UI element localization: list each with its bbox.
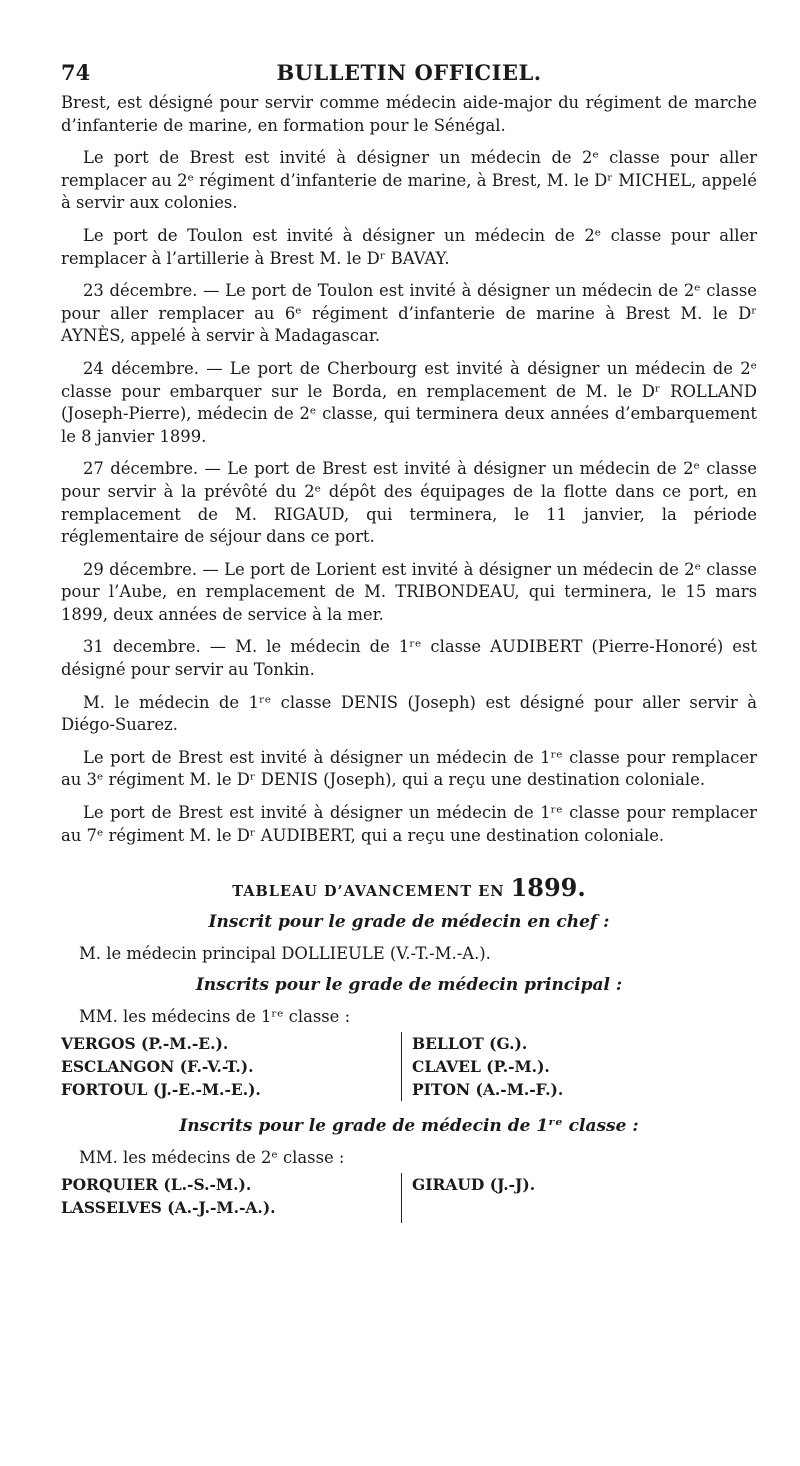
left-column bbox=[61, 1032, 391, 1101]
paragraph: Le port de Brest est invité à désigner un médecin de 1ʳᵉ classe pour remplacer au 7ᵉ régiment M. le Dʳ AUDIBERT, qui a reçu une destination coloniale. bbox=[61, 803, 757, 845]
right-column bbox=[401, 1032, 732, 1101]
section-intro: MM. les médecins de 2ᵉ classe : bbox=[79, 1148, 345, 1168]
section-heading: Inscrits pour le grade de médecin principal : bbox=[195, 975, 623, 996]
paragraph: 24 décembre. — Le port de Cherbourg est invité à désigner un médecin de 2ᵉ classe pour embarquer sur le Borda, en remplacement de M. le Dʳ ROLLAND (Joseph-Pierre), médecin de 2ᵉ classe, qui terminera deux années d’embarquement le 8 janvier 1899. bbox=[61, 358, 757, 446]
page-header bbox=[61, 58, 757, 92]
left-column bbox=[61, 1173, 391, 1219]
paragraph: Le port de Toulon est invité à désigner un médecin de 2ᵉ classe pour aller remplacer à l’artillerie à Brest M. le Dʳ BAVAY. bbox=[61, 225, 757, 268]
name-entry: ESCLANGON (F.-V.-T.). bbox=[61, 1057, 254, 1077]
page-number: 74 bbox=[61, 60, 91, 85]
paragraph: 23 décembre. — Le port de Toulon est invité à désigner un médecin de 2ᵉ classe pour aller remplacer au 6ᵉ régiment d’infanterie de marine à Brest M. le Dʳ AYNÈS, appelé à servir à Madagascar. bbox=[61, 281, 757, 346]
section-heading: Inscrits pour le grade de médecin de 1ʳᵉ classe : bbox=[179, 1116, 639, 1137]
right-column bbox=[401, 1173, 732, 1223]
name-columns bbox=[61, 1032, 757, 1104]
name-entry: BELLOT (G.). bbox=[412, 1034, 528, 1054]
paragraph: Le port de Brest est invité à désigner un médecin de 1ʳᵉ classe pour remplacer au 3ᵉ régiment M. le Dʳ DENIS (Joseph), qui a reçu une destination coloniale. bbox=[61, 747, 757, 790]
paragraph: 29 décembre. — Le port de Lorient est invité à désigner un médecin de 2ᵉ classe pour l’Aube, en remplacement de M. TRIBONDEAU, qui terminera, le 15 mars 1899, deux années de service à la mer. bbox=[61, 559, 757, 624]
name-entry: PORQUIER (L.-S.-M.). bbox=[61, 1175, 252, 1195]
running-title: BULLETIN OFFICIEL. bbox=[276, 60, 542, 85]
table-year: 1899. bbox=[510, 873, 586, 903]
name-entry: PITON (A.-M.-F.). bbox=[412, 1080, 564, 1100]
section-entry: M. le médecin principal DOLLIEULE (V.-T.-M.-A.). bbox=[79, 944, 491, 964]
name-entry: VERGOS (P.-M.-E.). bbox=[61, 1034, 229, 1054]
table-title-text: TABLEAU D’AVANCEMENT EN bbox=[232, 883, 505, 901]
table-title bbox=[61, 873, 757, 902]
name-columns bbox=[61, 1173, 757, 1225]
section-intro: MM. les médecins de 1ʳᵉ classe : bbox=[79, 1007, 351, 1027]
document-page bbox=[61, 58, 757, 1237]
paragraph: 27 décembre. — Le port de Brest est invité à désigner un médecin de 2ᵉ classe pour servir à la prévôté du 2ᵉ dépôt des équipages de la flotte dans ce port, en remplacement de M. RIGAUD, qui terminera, le 11 janvier, la période réglementaire de séjour dans ce port. bbox=[61, 459, 757, 547]
name-entry: LASSELVES (A.-J.-M.-A.). bbox=[61, 1198, 276, 1218]
paragraph: M. le médecin de 1ʳᵉ classe DENIS (Joseph) est désigné pour aller servir à Diégo-Suarez. bbox=[61, 692, 757, 735]
paragraph: Le port de Brest est invité à désigner un médecin de 2ᵉ classe pour aller remplacer au 2ᵉ régiment d’infanterie de marine, à Brest, M. le Dʳ MICHEL, appelé à servir aux colonies. bbox=[61, 148, 757, 213]
name-entry: FORTOUL (J.-E.-M.-E.). bbox=[61, 1080, 261, 1100]
section-heading: Inscrit pour le grade de médecin en chef : bbox=[208, 912, 610, 933]
name-entry: GIRAUD (J.-J). bbox=[412, 1175, 536, 1195]
paragraph: Brest, est désigné pour servir comme médecin aide-major du régiment de marche d’infanterie de marine, en formation pour le Sénégal. bbox=[61, 93, 757, 135]
paragraph: 31 decembre. — M. le médecin de 1ʳᵉ classe AUDIBERT (Pierre-Honoré) est désigné pour servir au Tonkin. bbox=[61, 637, 757, 680]
name-entry: CLAVEL (P.-M.). bbox=[412, 1057, 550, 1077]
